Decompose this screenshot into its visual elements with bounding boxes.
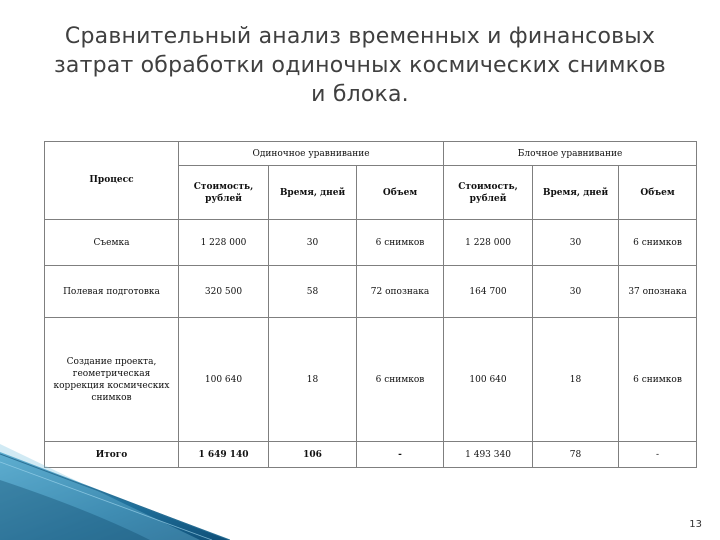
block-time-cell: 30: [533, 266, 619, 318]
single-volume-cell: -: [357, 442, 444, 468]
single-cost-cell: 1 228 000: [179, 220, 269, 266]
single-cost-cell: 100 640: [179, 318, 269, 442]
single-time-header: Время, дней: [269, 166, 357, 220]
title-line: затрат обработки одиночных космических снимков: [54, 53, 666, 78]
single-time-cell: 106: [269, 442, 357, 468]
single-time-cell: 58: [269, 266, 357, 318]
block-time-cell: 30: [533, 220, 619, 266]
single-time-cell: 18: [269, 318, 357, 442]
block-volume-cell: 37 опознака: [619, 266, 697, 318]
single-volume-header: Объем: [357, 166, 444, 220]
single-cost-cell: 320 500: [179, 266, 269, 318]
process-cell: Съемка: [45, 220, 179, 266]
block-time-cell: 78: [533, 442, 619, 468]
single-cost-cell: 1 649 140: [179, 442, 269, 468]
block-cost-header: Стоимость, рублей: [444, 166, 533, 220]
table-header-row: [45, 142, 697, 166]
slide-title: [20, 22, 700, 109]
block-volume-cell: 6 снимков: [619, 318, 697, 442]
title-line: и блока.: [311, 82, 409, 107]
total-label-cell: Итого: [45, 442, 179, 468]
block-adjustment-header: Блочное уравнивание: [444, 142, 697, 166]
block-cost-cell: 1 228 000: [444, 220, 533, 266]
process-cell: Создание проекта, геометрическая коррекция космических снимков: [45, 318, 179, 442]
block-cost-cell: 1 493 340: [444, 442, 533, 468]
single-volume-cell: 72 опознака: [357, 266, 444, 318]
process-cell: Полевая подготовка: [45, 266, 179, 318]
table-row: [45, 318, 697, 442]
decorative-wave: [0, 440, 230, 540]
block-cost-cell: 100 640: [444, 318, 533, 442]
single-adjustment-header: Одиночное уравнивание: [179, 142, 444, 166]
single-volume-cell: 6 снимков: [357, 318, 444, 442]
table-row: [45, 266, 697, 318]
table-row: [45, 220, 697, 266]
single-time-cell: 30: [269, 220, 357, 266]
block-cost-cell: 164 700: [444, 266, 533, 318]
single-volume-cell: 6 снимков: [357, 220, 444, 266]
comparison-table: [44, 141, 697, 468]
block-volume-cell: -: [619, 442, 697, 468]
block-volume-cell: 6 снимков: [619, 220, 697, 266]
single-cost-header: Стоимость, рублей: [179, 166, 269, 220]
block-volume-header: Объем: [619, 166, 697, 220]
block-time-cell: 18: [533, 318, 619, 442]
title-line: Сравнительный анализ временных и финансовых: [64, 24, 656, 49]
block-time-header: Время, дней: [533, 166, 619, 220]
process-header: Процесс: [45, 142, 179, 220]
page-number: 13: [689, 519, 702, 530]
